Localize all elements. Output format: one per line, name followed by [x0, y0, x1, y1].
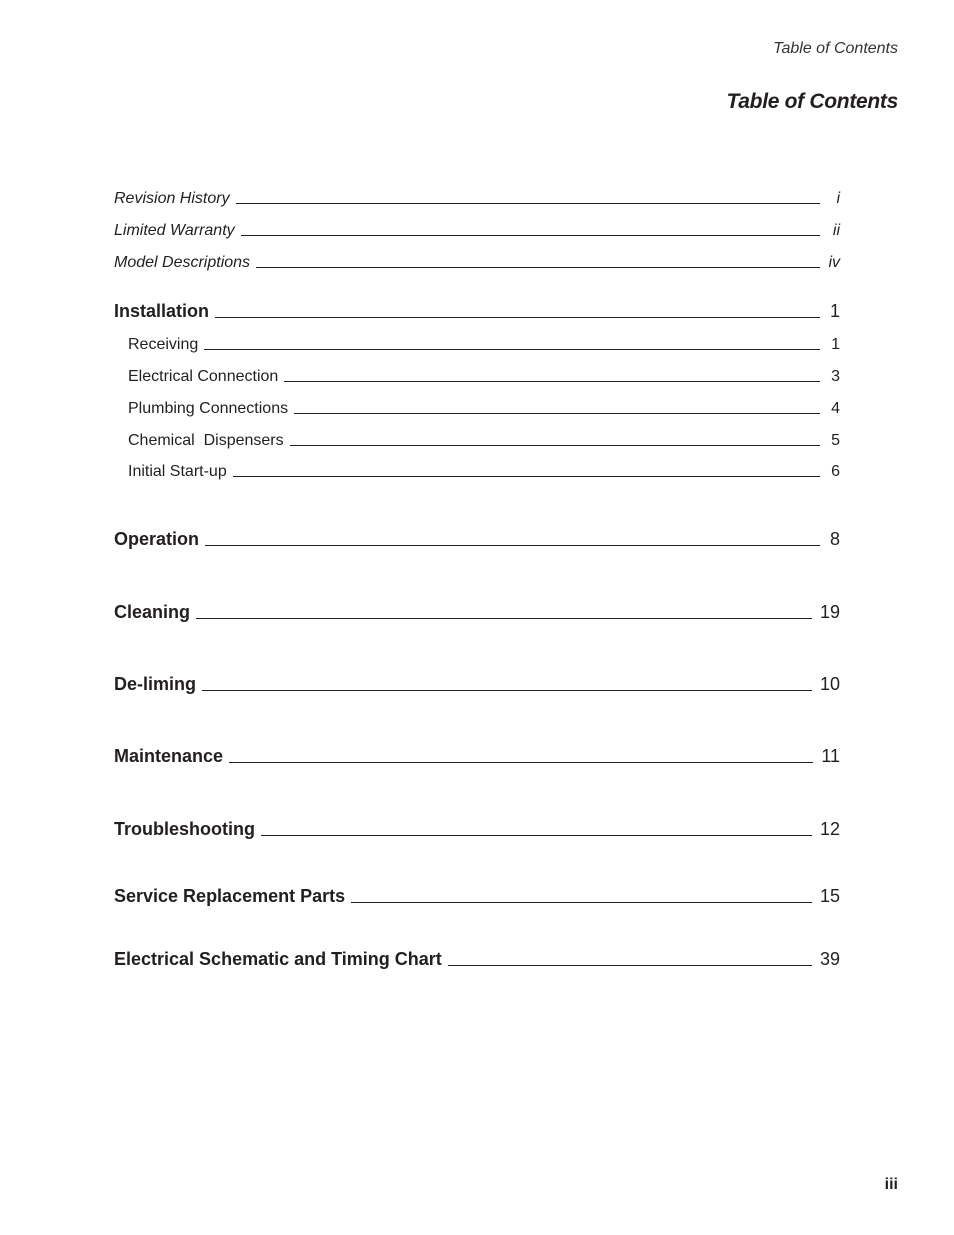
dot-leader [294, 412, 820, 414]
toc-entry-title: Cleaning [114, 602, 191, 622]
page-number: iii [884, 1176, 898, 1193]
running-header: Table of Contents [773, 40, 898, 57]
toc-entry-receiving[interactable] [128, 336, 840, 354]
toc-entry-electrical-connection[interactable] [128, 368, 840, 386]
toc-entry-title: Service Replacement Parts [114, 886, 346, 906]
toc-entry-title: Installation [114, 301, 210, 321]
toc-entry-title: Plumbing Connections [128, 400, 289, 417]
toc-entry-chemical-dispensers[interactable] [128, 432, 840, 450]
toc-entry-title: Operation [114, 529, 200, 549]
toc-entry-page: 1 [831, 336, 840, 353]
dot-leader [215, 316, 820, 318]
toc-entry-title: Chemical Dispensers [128, 432, 284, 449]
toc-entry-revision-history[interactable] [114, 190, 840, 208]
toc-entry-title: Limited Warranty [114, 222, 235, 239]
toc-entry-page: 10 [819, 674, 840, 694]
toc-entry-page: 6 [831, 463, 840, 480]
dot-leader [256, 266, 820, 268]
dot-leader [233, 475, 820, 477]
toc-entry-title: Revision History [114, 190, 230, 207]
toc-entry-page: 11 [821, 746, 840, 766]
toc-entry-page: 1 [829, 301, 840, 321]
dot-leader [204, 348, 820, 350]
toc-entry-cleaning[interactable] [114, 602, 840, 623]
toc-entry-electrical-schematic[interactable] [114, 949, 840, 970]
toc-entry-page: 3 [831, 368, 840, 385]
dot-leader [448, 964, 812, 966]
toc-entry-service-replacement-parts[interactable] [114, 886, 840, 907]
toc-entry-title: Troubleshooting [114, 819, 255, 839]
toc-entry-title: Model Descriptions [114, 254, 251, 271]
toc-entry-page: i [836, 190, 840, 207]
dot-leader [205, 544, 820, 546]
dot-leader [196, 617, 812, 619]
toc-entry-limited-warranty[interactable] [114, 222, 840, 240]
toc-entry-plumbing-connections[interactable] [128, 400, 840, 418]
toc-entry-troubleshooting[interactable] [114, 819, 840, 840]
toc-entry-page: 4 [831, 400, 840, 417]
toc-entry-installation[interactable] [114, 301, 840, 322]
dot-leader [290, 444, 820, 446]
dot-leader [261, 834, 812, 836]
dot-leader [202, 689, 812, 691]
toc-entry-title: Electrical Connection [128, 368, 279, 385]
toc-entry-page: 39 [819, 949, 840, 969]
toc-entry-page: 8 [829, 529, 840, 549]
toc-entry-page: iv [828, 254, 840, 271]
dot-leader [351, 901, 812, 903]
dot-leader [236, 202, 820, 204]
toc-entry-initial-start-up[interactable] [128, 463, 840, 481]
dot-leader [241, 234, 820, 236]
toc-entry-title: De-liming [114, 674, 197, 694]
page-title: Table of Contents [726, 90, 898, 113]
dot-leader [284, 380, 820, 382]
toc-entry-page: 5 [831, 432, 840, 449]
toc-entry-model-descriptions[interactable] [114, 254, 840, 272]
toc-entry-page: 12 [819, 819, 840, 839]
dot-leader [229, 761, 813, 763]
toc-entry-operation[interactable] [114, 529, 840, 550]
toc-entry-maintenance[interactable] [114, 746, 840, 767]
toc-entry-page: 15 [819, 886, 840, 906]
toc-entry-title: Initial Start-up [128, 463, 227, 480]
toc-entry-title: Maintenance [114, 746, 224, 766]
toc-entry-page: 19 [819, 602, 840, 622]
toc-entry-page: ii [832, 222, 840, 239]
toc-entry-de-liming[interactable] [114, 674, 840, 695]
toc-entry-title: Electrical Schematic and Timing Chart [114, 949, 442, 969]
toc-entry-title: Receiving [128, 336, 199, 353]
